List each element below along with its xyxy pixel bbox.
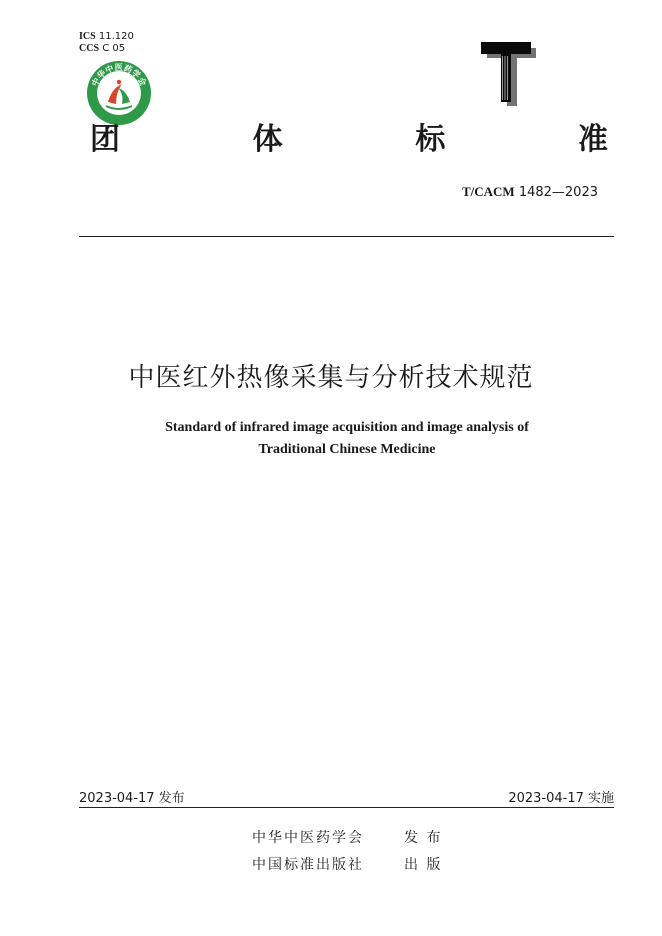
publisher-action: 发 布 — [404, 830, 443, 846]
printer-org: 中国标准出版社 — [252, 857, 364, 873]
classification-codes — [79, 31, 134, 55]
title-english-line1: Standard of infrared image acquisition and image analysis of — [165, 420, 529, 435]
implementation-date: 2023-04-17 实施 — [508, 791, 614, 806]
title-english — [0, 417, 662, 461]
heading-char: 标 — [415, 122, 446, 157]
heading-char: 准 — [577, 122, 608, 157]
document-category-heading — [90, 120, 608, 160]
association-seal-icon — [86, 60, 152, 126]
ccs-code: CCS C 05 — [79, 43, 126, 54]
standard-number: T/CACM 1482—2023 — [461, 184, 598, 200]
svg-text:中华中医药学会: 中华中医药学会 — [90, 63, 148, 88]
heading-char: 团 — [90, 122, 120, 157]
group-standard-type-icon — [480, 40, 536, 106]
publisher-org: 中华中医药学会 — [252, 830, 364, 846]
header-divider — [79, 236, 614, 237]
printer-action: 出 版 — [404, 857, 443, 873]
heading-char: 体 — [252, 122, 283, 157]
title-english-line2: Traditional Chinese Medicine — [258, 442, 436, 457]
issue-date: 2023-04-17 发布 — [79, 791, 185, 806]
title-chinese: 中医红外热像采集与分析技术规范 — [128, 363, 534, 393]
ics-code: ICS 11.120 — [79, 31, 134, 42]
footer-divider — [79, 807, 614, 808]
